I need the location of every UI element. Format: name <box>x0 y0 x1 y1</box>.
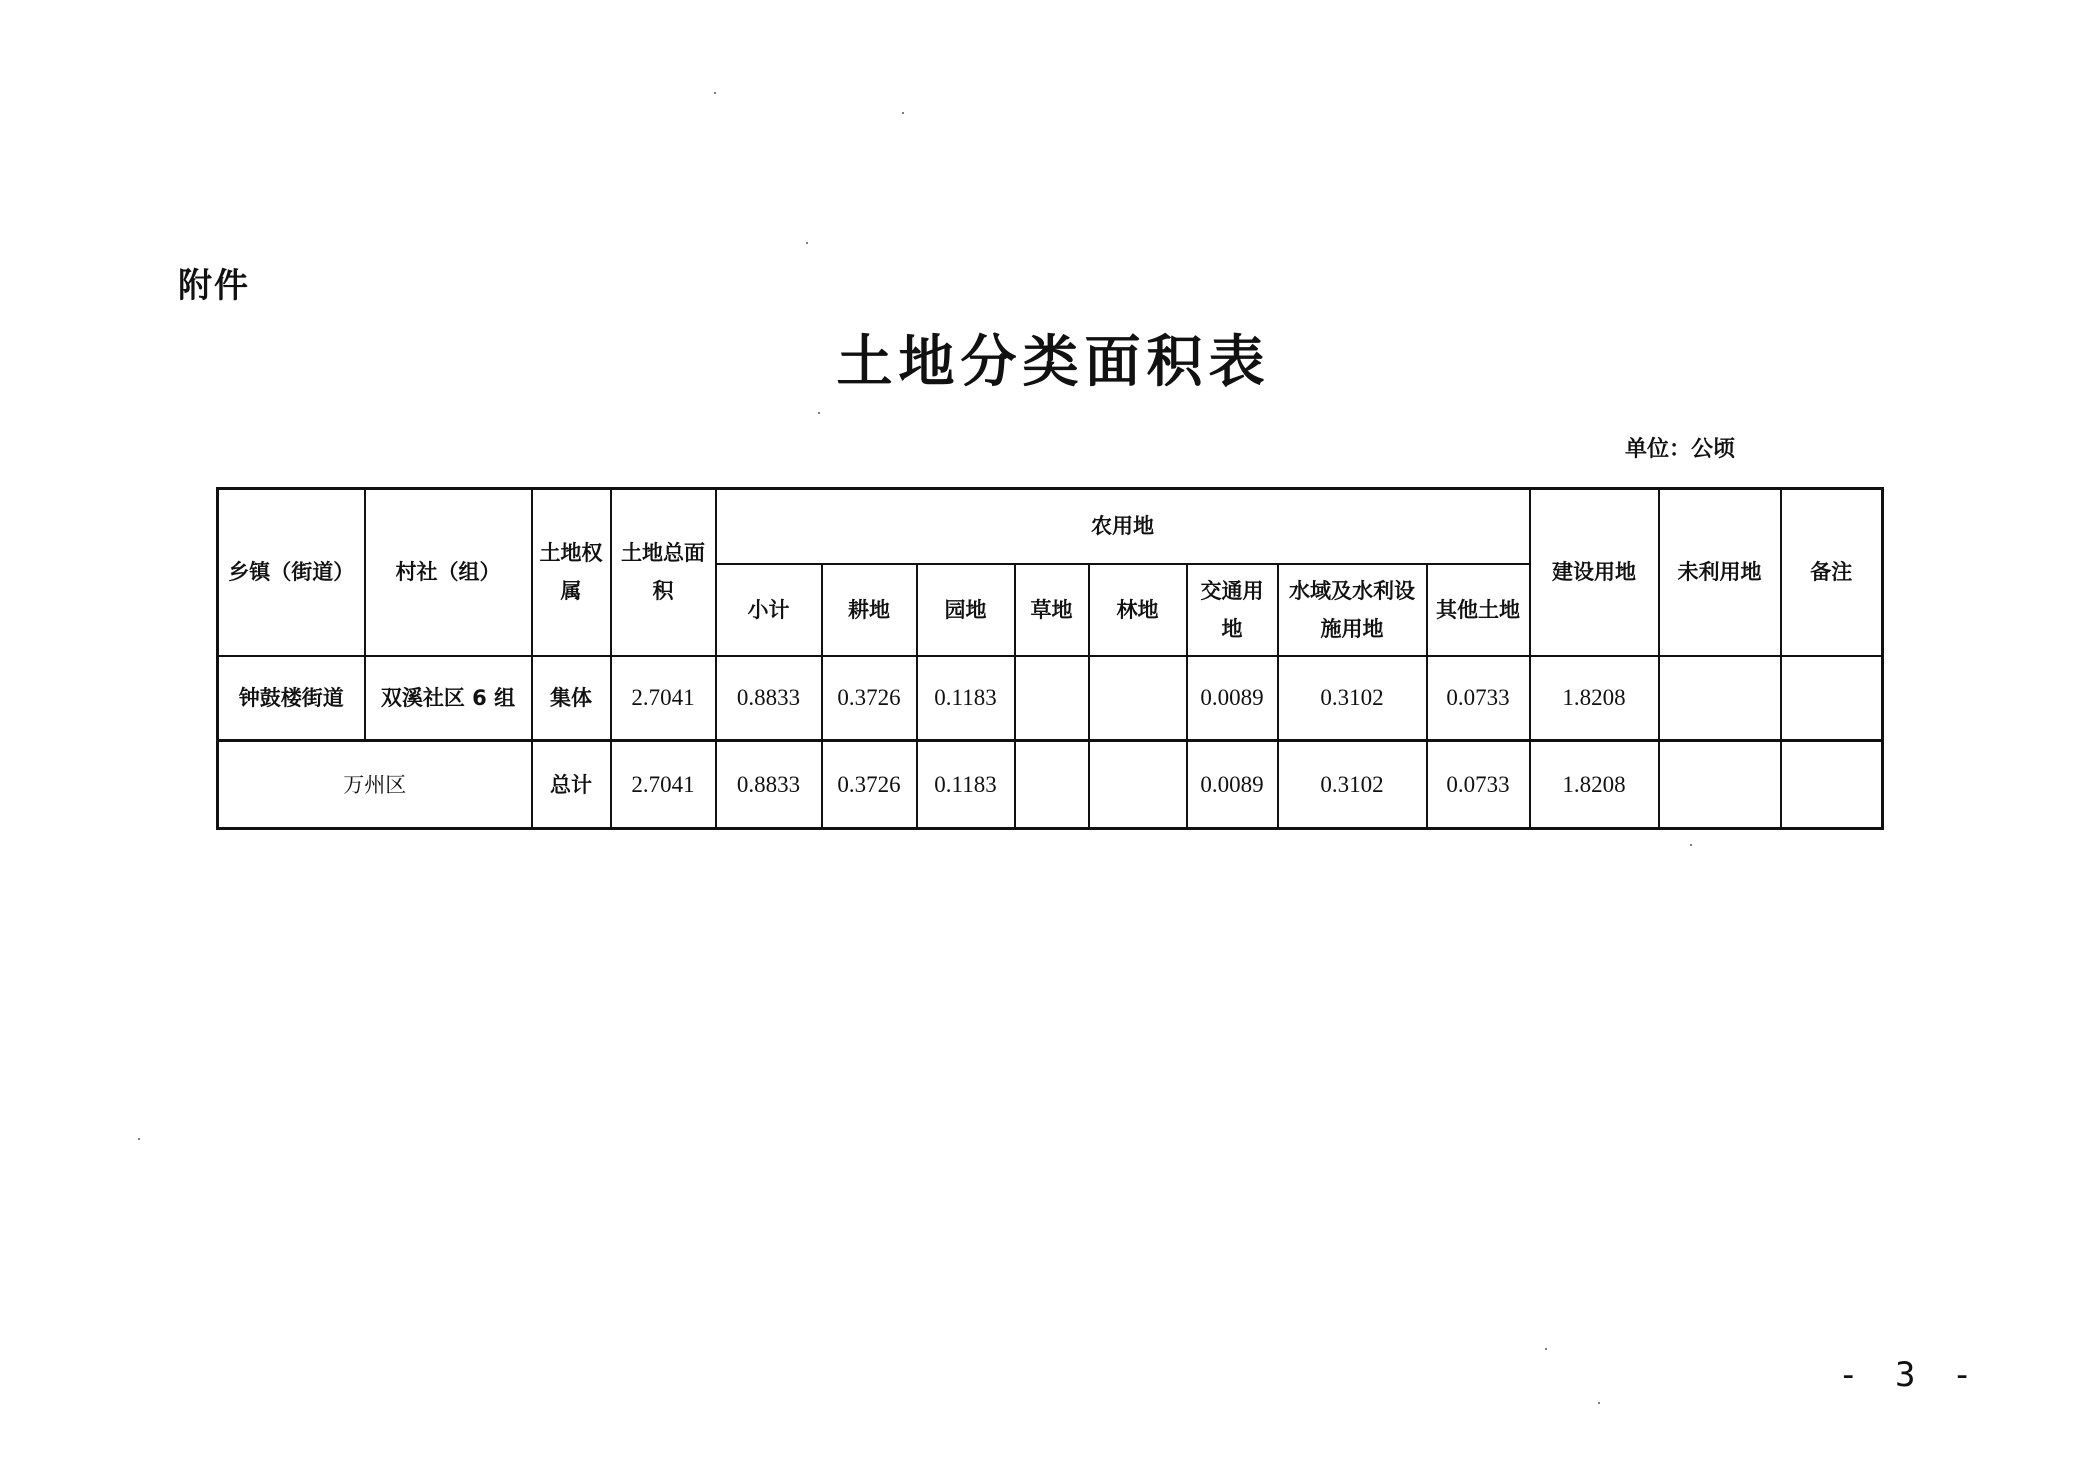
scan-speck <box>818 412 820 414</box>
cell-township: 钟鼓楼街道 <box>218 656 365 741</box>
cell-unused <box>1659 741 1781 829</box>
cell-other: 0.0733 <box>1427 656 1530 741</box>
col-header-village: 村社（组） <box>365 489 532 656</box>
cell-unused <box>1659 656 1781 741</box>
cell-water: 0.3102 <box>1278 656 1427 741</box>
col-header-water: 水域及水利设施用地 <box>1278 564 1427 656</box>
land-classification-table <box>216 487 1884 830</box>
cell-remarks <box>1781 741 1883 829</box>
scan-speck <box>1690 844 1692 846</box>
page-number: - 3 - <box>1838 1355 1981 1395</box>
col-header-forest: 林地 <box>1089 564 1187 656</box>
col-header-garden: 园地 <box>917 564 1015 656</box>
cell-arable: 0.3726 <box>822 741 917 829</box>
scan-speck <box>1545 1348 1547 1350</box>
cell-transport: 0.0089 <box>1187 741 1278 829</box>
col-header-other: 其他土地 <box>1427 564 1530 656</box>
cell-transport: 0.0089 <box>1187 656 1278 741</box>
col-header-subtotal: 小计 <box>716 564 822 656</box>
table-header-row <box>218 489 1883 564</box>
scan-speck <box>1598 1402 1600 1404</box>
cell-forest <box>1089 656 1187 741</box>
col-header-township: 乡镇（街道） <box>218 489 365 656</box>
scan-speck <box>138 1138 140 1140</box>
table-total-row <box>218 741 1883 829</box>
col-header-remarks: 备注 <box>1781 489 1883 656</box>
cell-subtotal: 0.8833 <box>716 741 822 829</box>
cell-grass <box>1015 656 1089 741</box>
cell-construction: 1.8208 <box>1530 656 1659 741</box>
cell-remarks <box>1781 656 1883 741</box>
col-header-transport: 交通用地 <box>1187 564 1278 656</box>
cell-other: 0.0733 <box>1427 741 1530 829</box>
cell-ownership: 集体 <box>532 656 611 741</box>
attachment-label: 附件 <box>178 266 250 306</box>
document-title: 土地分类面积表 <box>836 330 1271 395</box>
col-header-construction: 建设用地 <box>1530 489 1659 656</box>
cell-garden: 0.1183 <box>917 656 1015 741</box>
cell-garden: 0.1183 <box>917 741 1015 829</box>
cell-construction: 1.8208 <box>1530 741 1659 829</box>
scan-speck <box>714 92 716 94</box>
col-header-grass: 草地 <box>1015 564 1089 656</box>
col-header-arable: 耕地 <box>822 564 917 656</box>
cell-village: 双溪社区 6 组 <box>365 656 532 741</box>
cell-subtotal: 0.8833 <box>716 656 822 741</box>
cell-total-label: 总计 <box>532 741 611 829</box>
cell-district: 万州区 <box>218 741 532 829</box>
col-header-agricultural: 农用地 <box>716 489 1530 564</box>
cell-total-area: 2.7041 <box>611 741 716 829</box>
col-header-ownership: 土地权属 <box>532 489 611 656</box>
scan-speck <box>902 112 904 114</box>
unit-label: 单位：公顷 <box>1624 437 1735 462</box>
scan-speck <box>806 242 808 244</box>
table-row <box>218 656 1883 741</box>
cell-forest <box>1089 741 1187 829</box>
cell-grass <box>1015 741 1089 829</box>
col-header-total-area: 土地总面积 <box>611 489 716 656</box>
cell-water: 0.3102 <box>1278 741 1427 829</box>
cell-total-area: 2.7041 <box>611 656 716 741</box>
col-header-unused: 未利用地 <box>1659 489 1781 656</box>
cell-arable: 0.3726 <box>822 656 917 741</box>
